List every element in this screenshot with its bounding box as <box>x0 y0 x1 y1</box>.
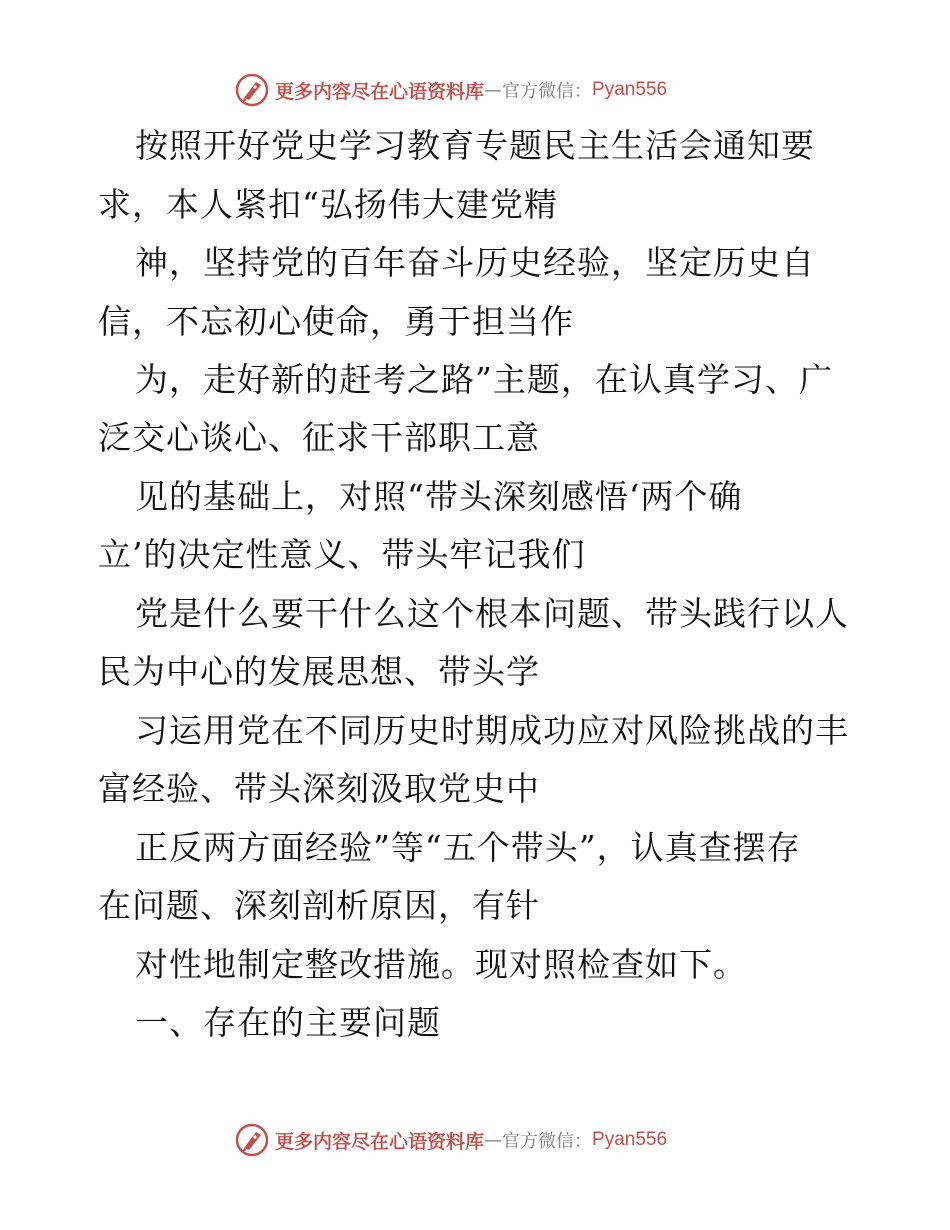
body-line: 神，坚持党的百年奋斗历史经验，坚定历史自 <box>135 243 815 282</box>
watermark-handle: Pyan556 <box>592 79 668 100</box>
body-line: 按照开好党史学习教育专题民主生活会通知要 <box>135 126 815 165</box>
body-line: 富经验、带头深刻汲取党史中 <box>98 769 540 808</box>
body-line: 对性地制定整改措施。现对照检查如下。 <box>135 945 747 984</box>
body-line: 泛交心谈心、征求干部职工意 <box>98 418 540 457</box>
watermark-title: 更多内容尽在心语资料库 <box>275 1130 485 1153</box>
body-line: 求，本人紧扣“弘扬伟大建党精 <box>98 185 558 224</box>
body-line: 为，走好新的赶考之路”主题，在认真学习、广 <box>135 360 833 399</box>
body-line: 习运用党在不同历史时期成功应对风险挑战的丰 <box>135 711 849 750</box>
watermark-banner-bottom <box>235 1122 667 1158</box>
body-line: 在问题、深刻剖析原因，有针 <box>98 886 540 925</box>
pen-nib-logo-icon <box>235 1123 269 1157</box>
watermark-official-label: 官方微信： <box>502 81 593 102</box>
watermark-official-label: 官方微信： <box>502 1131 593 1152</box>
section-heading: 一、存在的主要问题 <box>135 1003 441 1042</box>
body-line: 立’的决定性意义、带头牢记我们 <box>98 535 586 574</box>
watermark-title: 更多内容尽在心语资料库 <box>275 80 485 103</box>
body-line: 党是什么要干什么这个根本问题、带头践行以人 <box>135 594 849 633</box>
watermark-separator: — <box>484 1129 503 1151</box>
body-line: 信，不忘初心使命，勇于担当作 <box>98 302 574 341</box>
watermark-handle: Pyan556 <box>592 1129 668 1150</box>
body-line: 见的基础上，对照“带头深刻感悟‘两个确 <box>135 477 743 516</box>
body-line: 正反两方面经验”等“五个带头”，认真查摆存 <box>135 828 801 867</box>
watermark-banner-top <box>235 72 667 108</box>
pen-nib-logo-icon <box>235 73 269 107</box>
body-line: 民为中心的发展思想、带头学 <box>98 652 540 691</box>
watermark-separator: — <box>484 79 503 101</box>
